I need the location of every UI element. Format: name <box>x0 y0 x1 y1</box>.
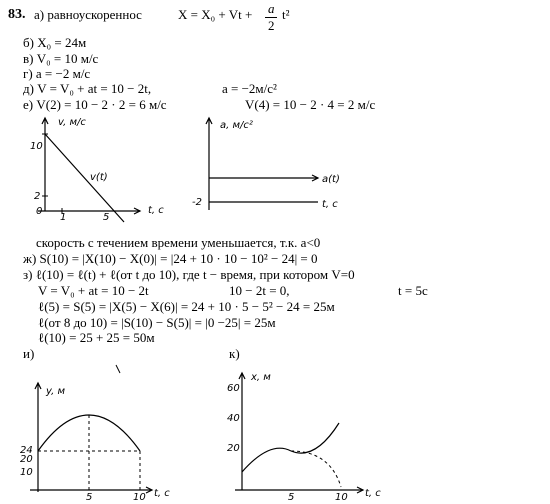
velocity-x-label: t, c <box>148 205 164 216</box>
velocity-line <box>45 134 124 222</box>
part-z-line2-right: t = 5c <box>398 283 428 298</box>
part-z-line5: ℓ(10) = 25 + 25 = 50м <box>38 330 155 345</box>
graph-k-tick-60: 60 <box>227 383 240 394</box>
velocity-curve-label: v(t) <box>90 172 108 183</box>
part-z-line1: з) ℓ(10) = ℓ(t) + ℓ(от t до 10), где t − время, при котором V=0 <box>23 267 355 282</box>
graph-i-tick-10: 10 <box>20 467 33 478</box>
graph-i-tick-20: 20 <box>20 454 33 465</box>
part-i-label: и) <box>23 346 35 361</box>
velocity-tick-1-label: 1 <box>60 212 67 223</box>
velocity-tick-2-label: 2 <box>34 191 41 202</box>
graph-k-curve-rise <box>242 448 291 472</box>
part-z-line3: ℓ(5) = S(5) = |X(5) − X(6)| = 24 + 10 · 5 − 5² − 24 = 25м <box>38 299 335 314</box>
pen-mark <box>116 365 120 373</box>
speed-remark: скорость с течением времени уменьшается, т.к. a<0 <box>36 235 321 250</box>
graph-i-y-label: y, м <box>46 386 66 397</box>
part-a-label: а) равноускореннос <box>34 7 142 22</box>
acceleration-curve-label: a(t) <box>322 174 340 185</box>
coordinate-graph-i <box>0 365 180 504</box>
problem-number: 83. <box>8 7 26 22</box>
velocity-y-label: v, м/с <box>58 117 86 128</box>
part-z-line4: ℓ(от 8 до 10) = |S(10) − S(5)| = |0 −25| = 25м <box>38 315 276 330</box>
fraction-numerator: a <box>268 1 275 16</box>
part-b: б) X₀ = 24м <box>23 35 87 50</box>
graph-k-curve-up <box>291 423 339 453</box>
graph-k-tick-x5: 5 <box>288 492 295 503</box>
velocity-graph <box>0 110 175 230</box>
graph-k-y-label: x, м <box>251 372 271 383</box>
graph-k-curve-down <box>291 451 341 487</box>
part-z-line2-mid: 10 − 2t = 0, <box>229 283 290 298</box>
part-d-left: д) V = V₀ + at = 10 − 2t, <box>23 81 152 96</box>
part-a-formula: X = X₀ + Vt + <box>178 7 253 22</box>
fraction-denominator: 2 <box>268 18 275 33</box>
acceleration-graph <box>190 110 360 220</box>
velocity-tick-10-label: 10 <box>30 141 43 152</box>
graph-i-tick-x5: 5 <box>86 492 93 503</box>
acceleration-x-label: t, c <box>322 199 338 210</box>
velocity-tick-5-label: 5 <box>103 212 110 223</box>
graph-k-x-label: t, c <box>365 488 381 499</box>
coordinate-graph-k <box>215 365 395 504</box>
part-e-left: е) V(2) = 10 − 2 · 2 = 6 м/с <box>23 97 167 112</box>
graph-i-tick-x10: 10 <box>133 492 146 503</box>
graph-k-tick-40: 40 <box>227 413 240 424</box>
velocity-tick-0-label: 0 <box>36 206 43 217</box>
part-v: в) V₀ = 10 м/с <box>23 51 99 66</box>
graph-i-tick-24: 24 <box>20 445 33 456</box>
acceleration-y-label: a, м/с² <box>220 120 253 131</box>
part-z-line2-left: V = V₀ + at = 10 − 2t <box>38 283 149 298</box>
part-k-label: к) <box>229 346 240 361</box>
part-e-right: V(4) = 10 − 2 · 4 = 2 м/с <box>245 97 376 112</box>
graph-k-tick-20: 20 <box>227 443 240 454</box>
fraction-tail: t² <box>282 7 290 22</box>
part-d-right: a = −2м/с² <box>222 81 277 96</box>
acceleration-tick-m2-label: -2 <box>192 197 202 208</box>
graph-k-tick-x10: 10 <box>335 492 348 503</box>
graph-i-x-label: t, c <box>154 488 170 499</box>
part-g: г) a = −2 м/с <box>23 66 91 81</box>
part-zh: ж) S(10) = |X(10) − X(0)| = |24 + 10 · 10 − 10² − 24| = 0 <box>23 251 318 266</box>
